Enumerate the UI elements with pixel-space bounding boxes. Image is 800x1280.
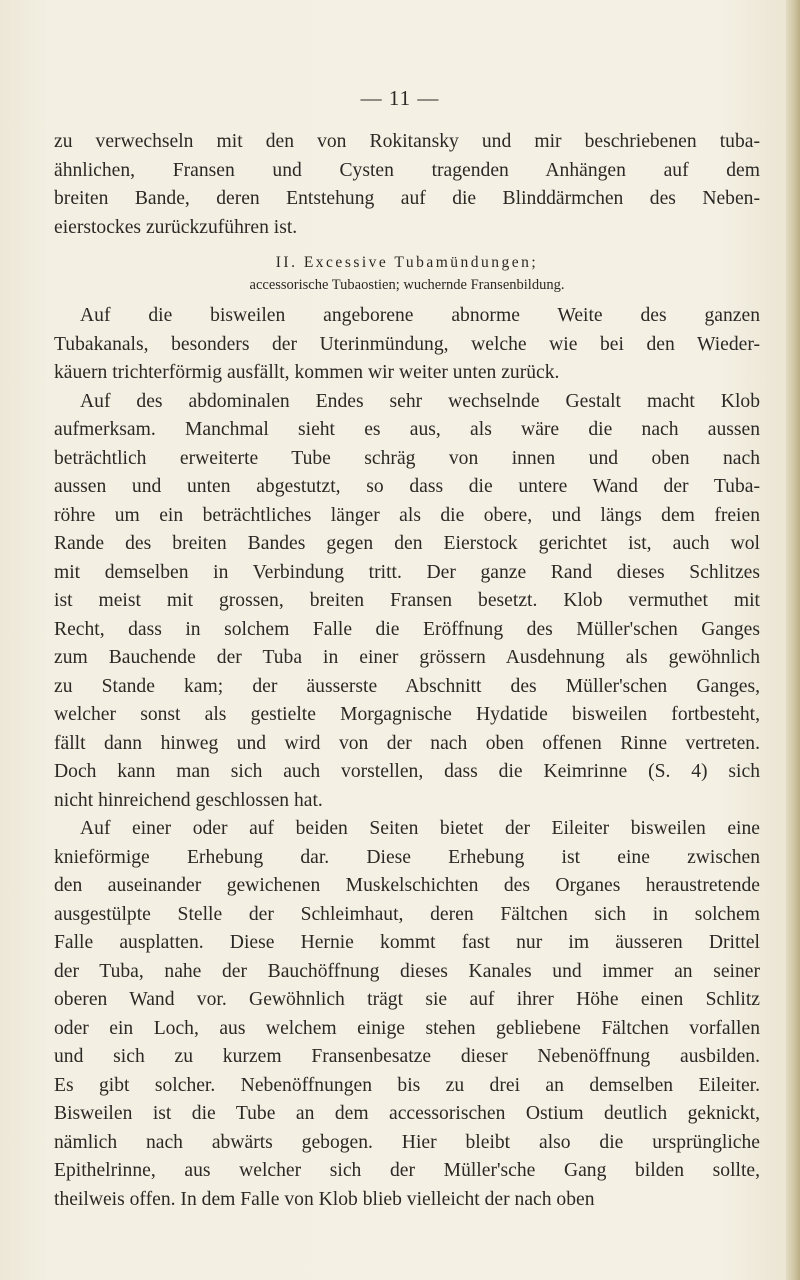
text-line: welcher sonst als gestielte Morgagnische Hydatide bisweilen fortbesteht, (54, 704, 760, 725)
text-line: eierstockes zurückzuführen ist. (54, 216, 298, 238)
text-line: theilweis offen. In dem Falle von Klob blieb vielleicht der nach oben (54, 1188, 595, 1210)
text-line: zu Stande kam; der äusserste Abschnitt des Müller'schen Ganges, (54, 675, 760, 697)
text-line: der Tuba, nahe der Bauchöffnung dieses Kanales und immer an seiner (54, 960, 760, 982)
page-number: — 11 — (360, 86, 440, 110)
paragraph-2 (54, 302, 760, 388)
text-line: oberen Wand vor. Gewöhnlich trägt sie auf ihrer Höhe einen Schlitz (54, 989, 760, 1010)
text-line: mit demselben in Verbindung tritt. Der ganze Rand dieses Schlitzes (54, 561, 760, 583)
page-edge (786, 0, 800, 1280)
section-heading: II. Excessive Tubamündungen; (275, 254, 539, 271)
text-line: röhre um ein beträchtliches länger als die obere, und längs dem freien (54, 504, 760, 526)
text-line: beträchtlich erweiterte Tube schräg von innen und oben nach (54, 447, 760, 469)
text-line: breiten Bande, deren Entstehung auf die Blinddärmchen des Neben- (54, 188, 760, 209)
text-line: nicht hinreichend geschlossen hat. (54, 789, 323, 811)
text-line: aufmerksam. Manchmal sieht es aus, als wäre die nach aussen (54, 419, 760, 440)
text-line: Auf des abdominalen Endes sehr wechselnde Gestalt macht Klob (80, 390, 760, 412)
text-line: Rande des breiten Bandes gegen den Eierstock gerichtet ist, auch wol (54, 533, 760, 554)
text-line: Auf die bisweilen angeborene abnorme Weite des ganzen (80, 305, 760, 326)
text-line: fällt dann hinweg und wird von der nach oben offenen Rinne vertreten. (54, 732, 760, 754)
text-line: Recht, dass in solchem Falle die Eröffnung des Müller'schen Ganges (54, 618, 760, 640)
text-line: nämlich nach abwärts gebogen. Hier bleibt also die ursprüngliche (54, 1131, 760, 1153)
text-line: ähnlichen, Fransen und Cysten tragenden Anhängen auf dem (54, 159, 760, 181)
text-line: knieförmige Erhebung dar. Diese Erhebung ist eine zwischen (54, 846, 760, 868)
text-line: oder ein Loch, aus welchem einige stehen gebliebene Fältchen vorfallen (54, 1017, 760, 1039)
text-line: Auf einer oder auf beiden Seiten bietet der Eileiter bisweilen eine (80, 818, 760, 839)
text-line: zu verwechseln mit den von Rokitansky und mir beschriebenen tuba- (54, 131, 760, 152)
body-text (54, 128, 760, 1214)
section-heading-block (54, 252, 760, 296)
text-line: zum Bauchende der Tuba in einer grössern Ausdehnung als gewöhnlich (54, 647, 760, 668)
text-line: käuern trichterförmig ausfällt, kommen wir weiter unten zurück. (54, 362, 560, 383)
paragraph-1 (54, 128, 760, 242)
text-line: Es gibt solcher. Nebenöffnungen bis zu drei an demselben Eileiter. (54, 1074, 760, 1096)
text-line: aussen und unten abgestutzt, so dass die untere Wand der Tuba- (54, 476, 760, 497)
text-line: Doch kann man sich auch vorstellen, dass die Keimrinne (S. 4) sich (54, 761, 760, 782)
text-line: Tubakanals, besonders der Uterinmündung, welche wie bei den Wieder- (54, 333, 760, 355)
paragraph-3 (54, 388, 760, 816)
text-line: ausgestülpte Stelle der Schleimhaut, deren Fältchen sich in solchem (54, 903, 760, 925)
text-line: Bisweilen ist die Tube an dem accessorischen Ostium deutlich geknickt, (54, 1103, 760, 1124)
section-subheading: accessorische Tubaostien; wuchernde Fransenbildung. (249, 277, 565, 293)
text-line: und sich zu kurzem Fransenbesatze dieser Nebenöffnung ausbilden. (54, 1046, 760, 1067)
text-line: Falle ausplatten. Diese Hernie kommt fast nur im äusseren Drittel (54, 932, 760, 953)
text-line: den auseinander gewichenen Muskelschichten des Organes heraustretende (54, 875, 760, 896)
paragraph-4 (54, 815, 760, 1214)
text-line: Epithelrinne, aus welcher sich der Müller'sche Gang bilden sollte, (54, 1160, 760, 1181)
text-line: ist meist mit grossen, breiten Fransen besetzt. Klob vermuthet mit (54, 590, 760, 611)
